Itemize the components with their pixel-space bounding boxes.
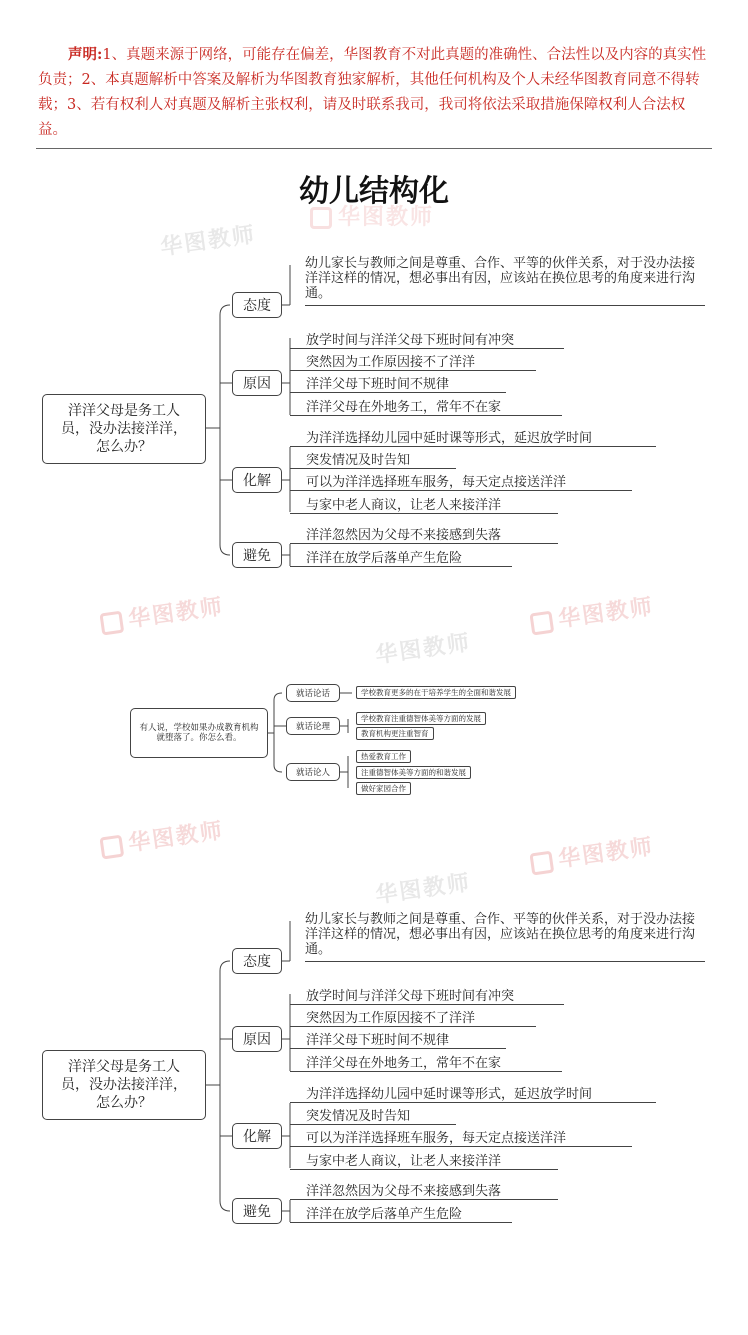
mindmap2-leaf: 学校教育更多的在于培养学生的全面和谐发展 xyxy=(356,686,516,699)
mindmap3-leaf: 洋洋父母下班时间不规律 xyxy=(290,1029,506,1049)
mindmap3-branch-resolve: 化解 xyxy=(232,1123,282,1149)
mindmap1-root: 洋洋父母是务工人员，没办法接洋洋，怎么办？ xyxy=(42,394,206,464)
mindmap3-leaf: 洋洋父母在外地务工，常年不在家 xyxy=(290,1052,562,1072)
mindmap1-leaf: 洋洋父母在外地务工，常年不在家 xyxy=(290,396,562,416)
mindmap1-leaf: 幼儿家长与教师之间是尊重、合作、平等的伙伴关系，对于没办法接洋洋这样的情况，想必事出有因，应该站在换位思考的角度来进行沟通。 xyxy=(305,256,705,306)
mindmap2-leaf: 热爱教育工作 xyxy=(356,750,411,763)
mindmap1-branch-avoid: 避免 xyxy=(232,542,282,568)
mindmap3-root: 洋洋父母是务工人员，没办法接洋洋，怎么办？ xyxy=(42,1050,206,1120)
mindmap1-branch-reason: 原因 xyxy=(232,370,282,396)
watermark-logo: 华图教师 xyxy=(374,870,473,909)
mindmap2-branch: 就话论话 xyxy=(286,684,340,702)
mindmap3-leaf: 可以为洋洋选择班车服务，每天定点接送洋洋 xyxy=(290,1127,632,1147)
mindmap3-leaf: 与家中老人商议，让老人来接洋洋 xyxy=(290,1150,558,1170)
mindmap3-leaf: 洋洋在放学后落单产生危险 xyxy=(290,1203,512,1223)
mindmap3-leaf: 为洋洋选择幼儿园中延时课等形式，延迟放学时间 xyxy=(290,1083,656,1103)
mindmap2-root: 有人说，学校如果办成教育机构就堕落了。你怎么看。 xyxy=(130,708,268,758)
mindmap1-leaf: 放学时间与洋洋父母下班时间有冲突 xyxy=(290,329,564,349)
mindmap1-branch-resolve: 化解 xyxy=(232,467,282,493)
mindmap3-leaf: 洋洋忽然因为父母不来接感到失落 xyxy=(290,1180,558,1200)
watermark-logo: 华图教师 xyxy=(98,590,225,638)
mindmap1-branch-attitude: 态度 xyxy=(232,292,282,318)
declaration-label: 声明: xyxy=(68,46,103,63)
mindmap2-leaf: 教育机构更注重智育 xyxy=(356,727,434,740)
watermark-logo: 华图教师 xyxy=(98,814,225,862)
mindmap3-branch-reason: 原因 xyxy=(232,1026,282,1052)
mindmap3-leaf: 突发情况及时告知 xyxy=(290,1105,456,1125)
mindmap3-branch-attitude: 态度 xyxy=(232,948,282,974)
mindmap1-leaf: 可以为洋洋选择班车服务，每天定点接送洋洋 xyxy=(290,471,632,491)
mindmap3-leaf: 突然因为工作原因接不了洋洋 xyxy=(290,1007,536,1027)
page-title: 幼儿结构化 xyxy=(299,174,449,209)
mindmap2-branch: 就话论理 xyxy=(286,717,340,735)
declaration-text: 1、真题来源于网络，可能存在偏差，华图教育不对此真题的准确性、合法性以及内容的真实性负责；2、本真题解析中答案及解析为华图教育独家解析，其他任何机构及个人未经华图教育同意不得转载；3、若有权利人对真题及解析主张权利，请及时联系我司，我司将依法采取措施保障权利人合法权益。 xyxy=(38,47,707,138)
watermark-logo: 华图教师 xyxy=(374,630,473,669)
watermark-logo: 华图教师 xyxy=(159,222,258,261)
mindmap1-leaf: 为洋洋选择幼儿园中延时课等形式，延迟放学时间 xyxy=(290,427,656,447)
watermark-logo: 华图教师 xyxy=(528,590,655,638)
mindmap3-branch-avoid: 避免 xyxy=(232,1198,282,1224)
mindmap1-leaf: 洋洋在放学后落单产生危险 xyxy=(290,547,512,567)
mindmap1-leaf: 洋洋忽然因为父母不来接感到失落 xyxy=(290,524,558,544)
mindmap1-leaf: 突然因为工作原因接不了洋洋 xyxy=(290,351,536,371)
watermark-logo: 华图教师 xyxy=(310,200,434,231)
mindmap1-leaf: 与家中老人商议，让老人来接洋洋 xyxy=(290,494,558,514)
mindmap2-leaf: 注重德智体美等方面的和谐发展 xyxy=(356,766,471,779)
mindmap1-leaf: 突发情况及时告知 xyxy=(290,449,456,469)
mindmap2-branch: 就话论人 xyxy=(286,763,340,781)
mindmap3-leaf: 幼儿家长与教师之间是尊重、合作、平等的伙伴关系，对于没办法接洋洋这样的情况，想必事出有因，应该站在换位思考的角度来进行沟通。 xyxy=(305,912,705,962)
mindmap2-leaf: 做好家园合作 xyxy=(356,782,411,795)
mindmap3-leaf: 放学时间与洋洋父母下班时间有冲突 xyxy=(290,985,564,1005)
mindmap2-leaf: 学校教育注重德智体美等方面的发展 xyxy=(356,712,486,725)
watermark-logo: 华图教师 xyxy=(528,830,655,878)
mindmap1-leaf: 洋洋父母下班时间不规律 xyxy=(290,373,506,393)
